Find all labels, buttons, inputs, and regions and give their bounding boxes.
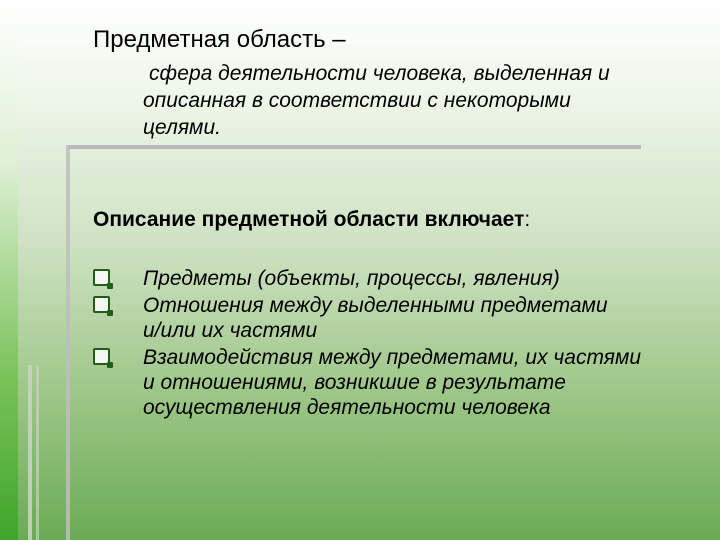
definition-line: сфера деятельности человека, выделенная и — [149, 62, 610, 85]
list-item — [93, 345, 715, 420]
bullet-list — [93, 266, 715, 422]
checkbox-square-icon — [93, 348, 110, 365]
list-item-text — [143, 293, 715, 343]
section-heading-text: Описание предметной области включает — [93, 208, 525, 231]
definition-line: описанная в соответствии с некоторыми — [143, 89, 571, 112]
definition-text — [143, 60, 703, 141]
list-item-line: и/или их частями — [143, 319, 318, 342]
vertical-accent-line — [28, 365, 32, 540]
list-item-line: Отношения между выделенными предметами — [143, 294, 608, 317]
vertical-accent-line-2 — [36, 365, 39, 540]
list-item-line: Предметы (объекты, процессы, явления) — [143, 267, 560, 290]
horizontal-divider — [68, 145, 641, 149]
list-item-text — [143, 345, 715, 420]
list-item-text — [143, 266, 715, 291]
left-green-bar — [0, 0, 18, 540]
section-heading-colon: : — [524, 208, 531, 231]
list-item-line: Взаимодействия между предметами, их частями — [143, 346, 642, 369]
vertical-divider — [66, 145, 70, 540]
list-item — [93, 266, 715, 291]
checkbox-square-icon — [93, 269, 110, 286]
list-item-line: осуществления деятельности человека — [143, 396, 551, 419]
list-item — [93, 293, 715, 343]
section-heading — [93, 208, 530, 232]
list-item-line: и отношениями, возникшие в результате — [143, 371, 566, 394]
checkbox-square-icon — [93, 296, 110, 313]
definition-line: целями. — [143, 116, 221, 139]
slide-title: Предметная область – — [93, 26, 346, 53]
